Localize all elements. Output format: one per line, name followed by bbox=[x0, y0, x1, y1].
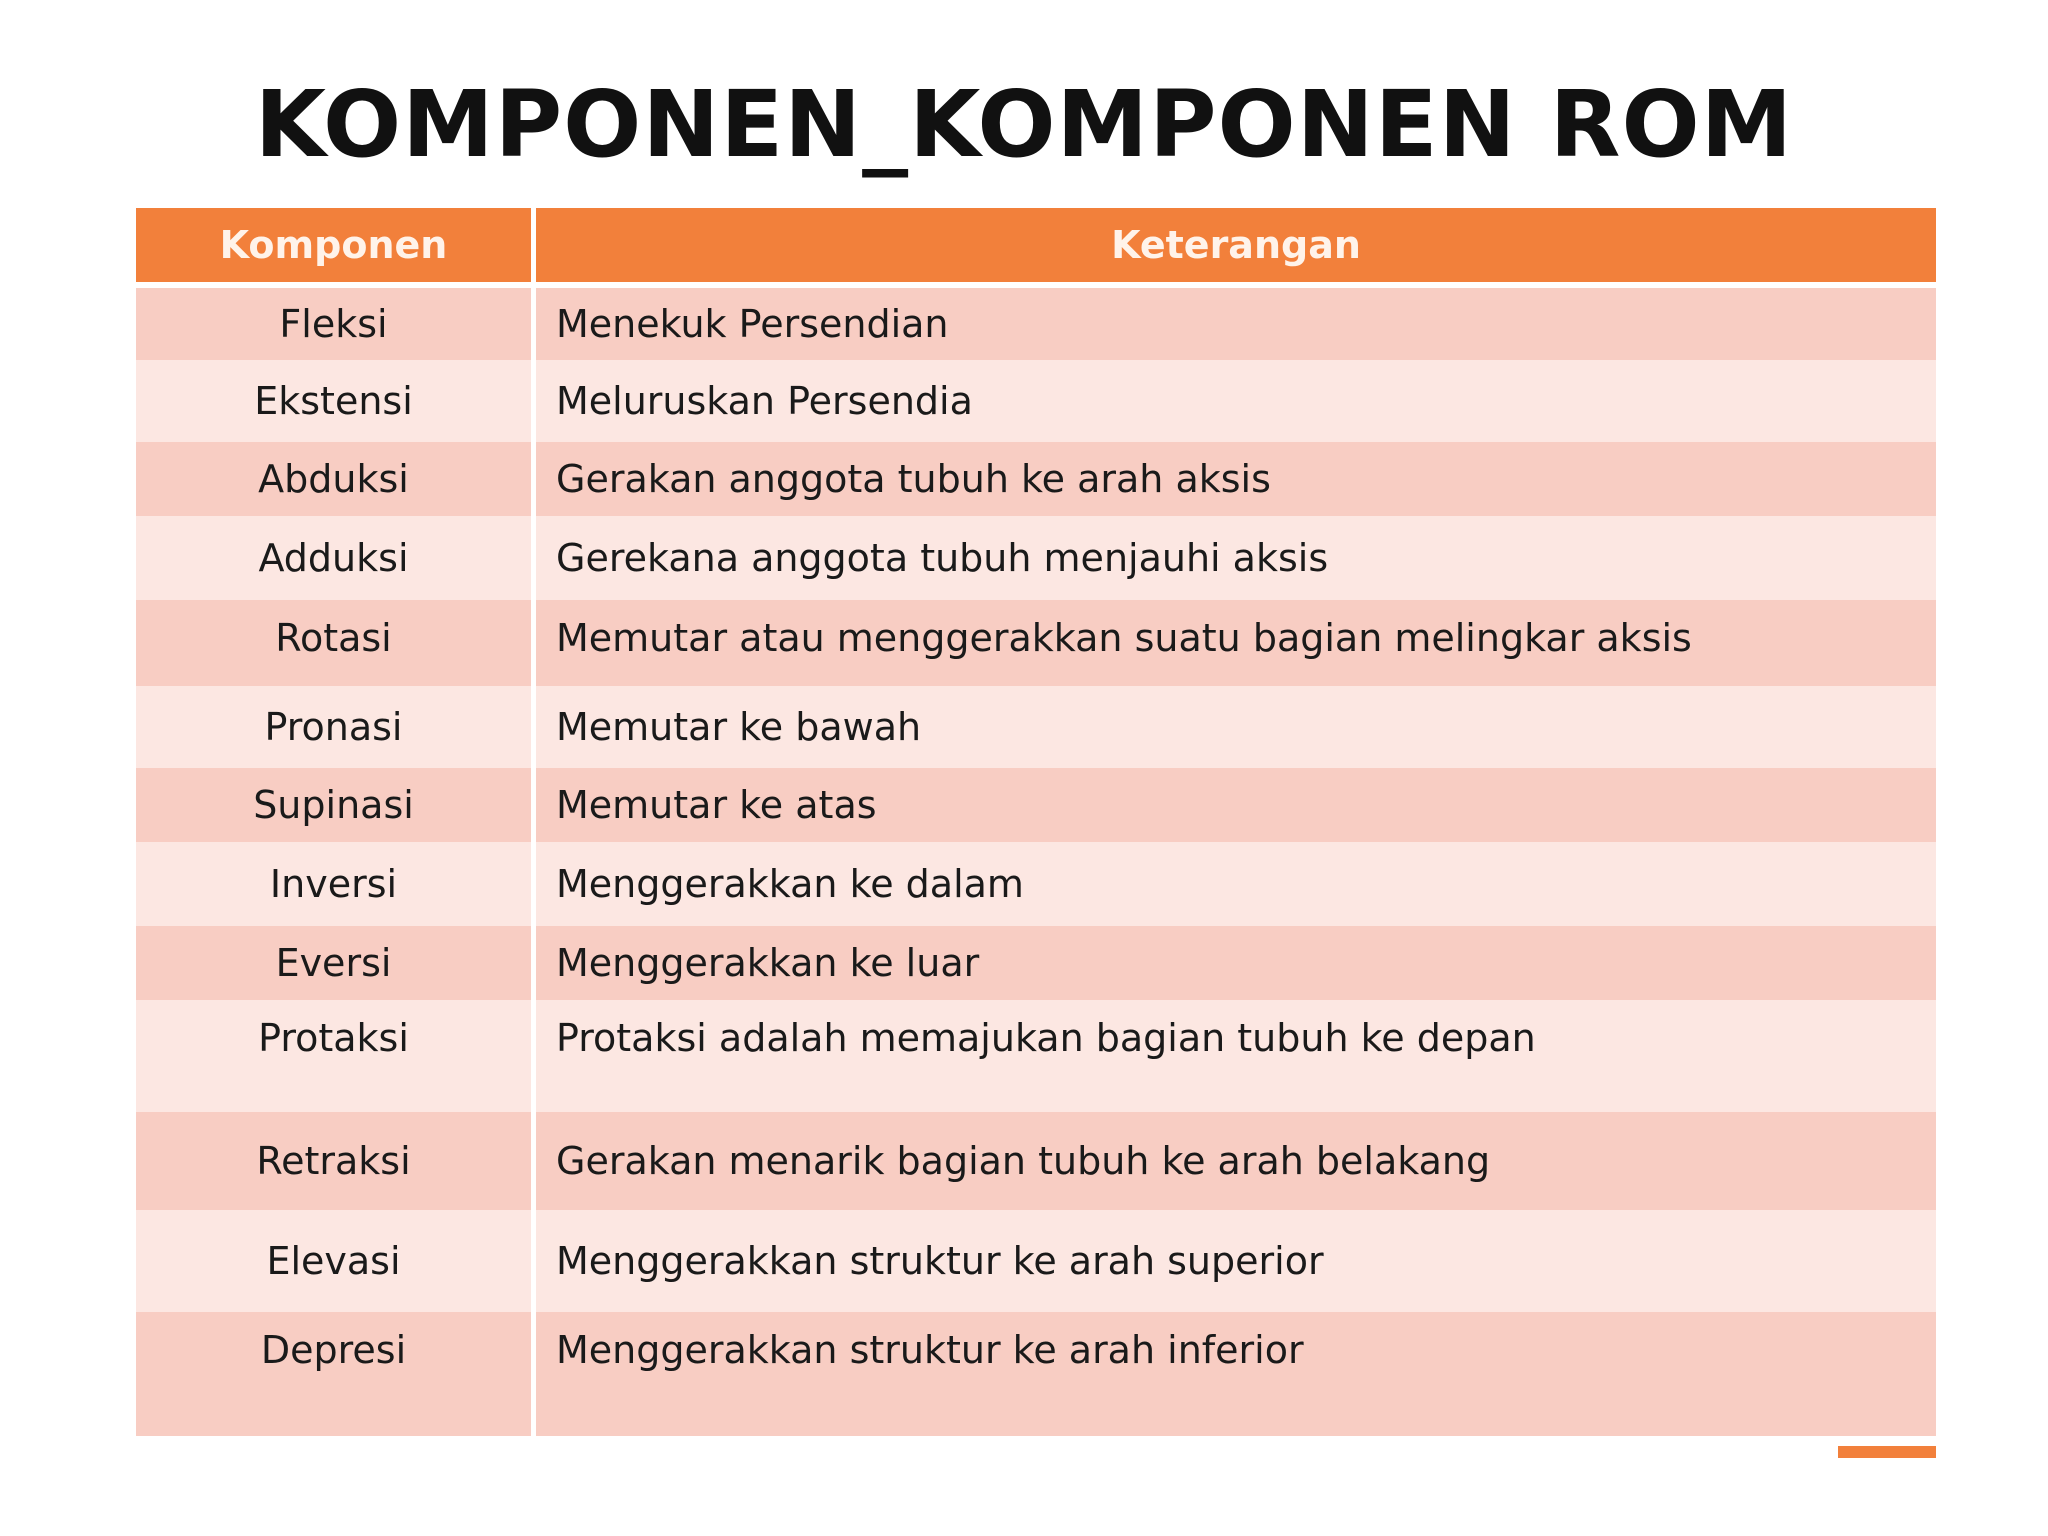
komponen-cell: Abduksi bbox=[136, 442, 536, 516]
komponen-cell: Fleksi bbox=[136, 288, 536, 360]
table-row bbox=[136, 1112, 1936, 1210]
table-row bbox=[136, 600, 1936, 686]
komponen-cell: Ekstensi bbox=[136, 360, 536, 442]
keterangan-cell: Gerekana anggota tubuh menjauhi aksis bbox=[536, 516, 1936, 600]
corner-accent-bar bbox=[1838, 1446, 1936, 1458]
komponen-cell: Rotasi bbox=[136, 600, 536, 686]
komponen-cell: Depresi bbox=[136, 1312, 536, 1436]
table-row bbox=[136, 1210, 1936, 1312]
keterangan-cell: Memutar atau menggerakkan suatu bagian melingkar aksis bbox=[536, 600, 1936, 686]
slide-title: KOMPONEN_KOMPONEN ROM bbox=[254, 71, 1794, 178]
komponen-cell: Eversi bbox=[136, 926, 536, 1000]
table-row bbox=[136, 516, 1936, 600]
table-row bbox=[136, 288, 1936, 360]
komponen-cell: Adduksi bbox=[136, 516, 536, 600]
table-row bbox=[136, 768, 1936, 842]
table-row bbox=[136, 686, 1936, 768]
komponen-cell: Elevasi bbox=[136, 1210, 536, 1312]
table-row bbox=[136, 360, 1936, 442]
header-komponen: Komponen bbox=[136, 208, 536, 288]
komponen-cell: Protaksi bbox=[136, 1000, 536, 1112]
keterangan-cell: Menggerakkan struktur ke arah superior bbox=[536, 1210, 1936, 1312]
keterangan-cell: Protaksi adalah memajukan bagian tubuh ke depan bbox=[536, 1000, 1936, 1112]
table-row bbox=[136, 442, 1936, 516]
table-header-row bbox=[136, 208, 1936, 288]
keterangan-cell: Meluruskan Persendia bbox=[536, 360, 1936, 442]
komponen-cell: Retraksi bbox=[136, 1112, 536, 1210]
table-row bbox=[136, 926, 1936, 1000]
keterangan-cell: Memutar ke atas bbox=[536, 768, 1936, 842]
rom-components-table bbox=[136, 208, 1936, 1436]
table-row bbox=[136, 842, 1936, 926]
komponen-cell: Inversi bbox=[136, 842, 536, 926]
keterangan-cell: Gerakan menarik bagian tubuh ke arah belakang bbox=[536, 1112, 1936, 1210]
keterangan-cell: Menekuk Persendian bbox=[536, 288, 1936, 360]
keterangan-cell: Menggerakkan ke luar bbox=[536, 926, 1936, 1000]
table-row bbox=[136, 1312, 1936, 1436]
keterangan-cell: Gerakan anggota tubuh ke arah aksis bbox=[536, 442, 1936, 516]
keterangan-cell: Memutar ke bawah bbox=[536, 686, 1936, 768]
table-row bbox=[136, 1000, 1936, 1112]
komponen-cell: Pronasi bbox=[136, 686, 536, 768]
komponen-cell: Supinasi bbox=[136, 768, 536, 842]
header-keterangan: Keterangan bbox=[536, 208, 1936, 288]
keterangan-cell: Menggerakkan struktur ke arah inferior bbox=[536, 1312, 1936, 1436]
keterangan-cell: Menggerakkan ke dalam bbox=[536, 842, 1936, 926]
